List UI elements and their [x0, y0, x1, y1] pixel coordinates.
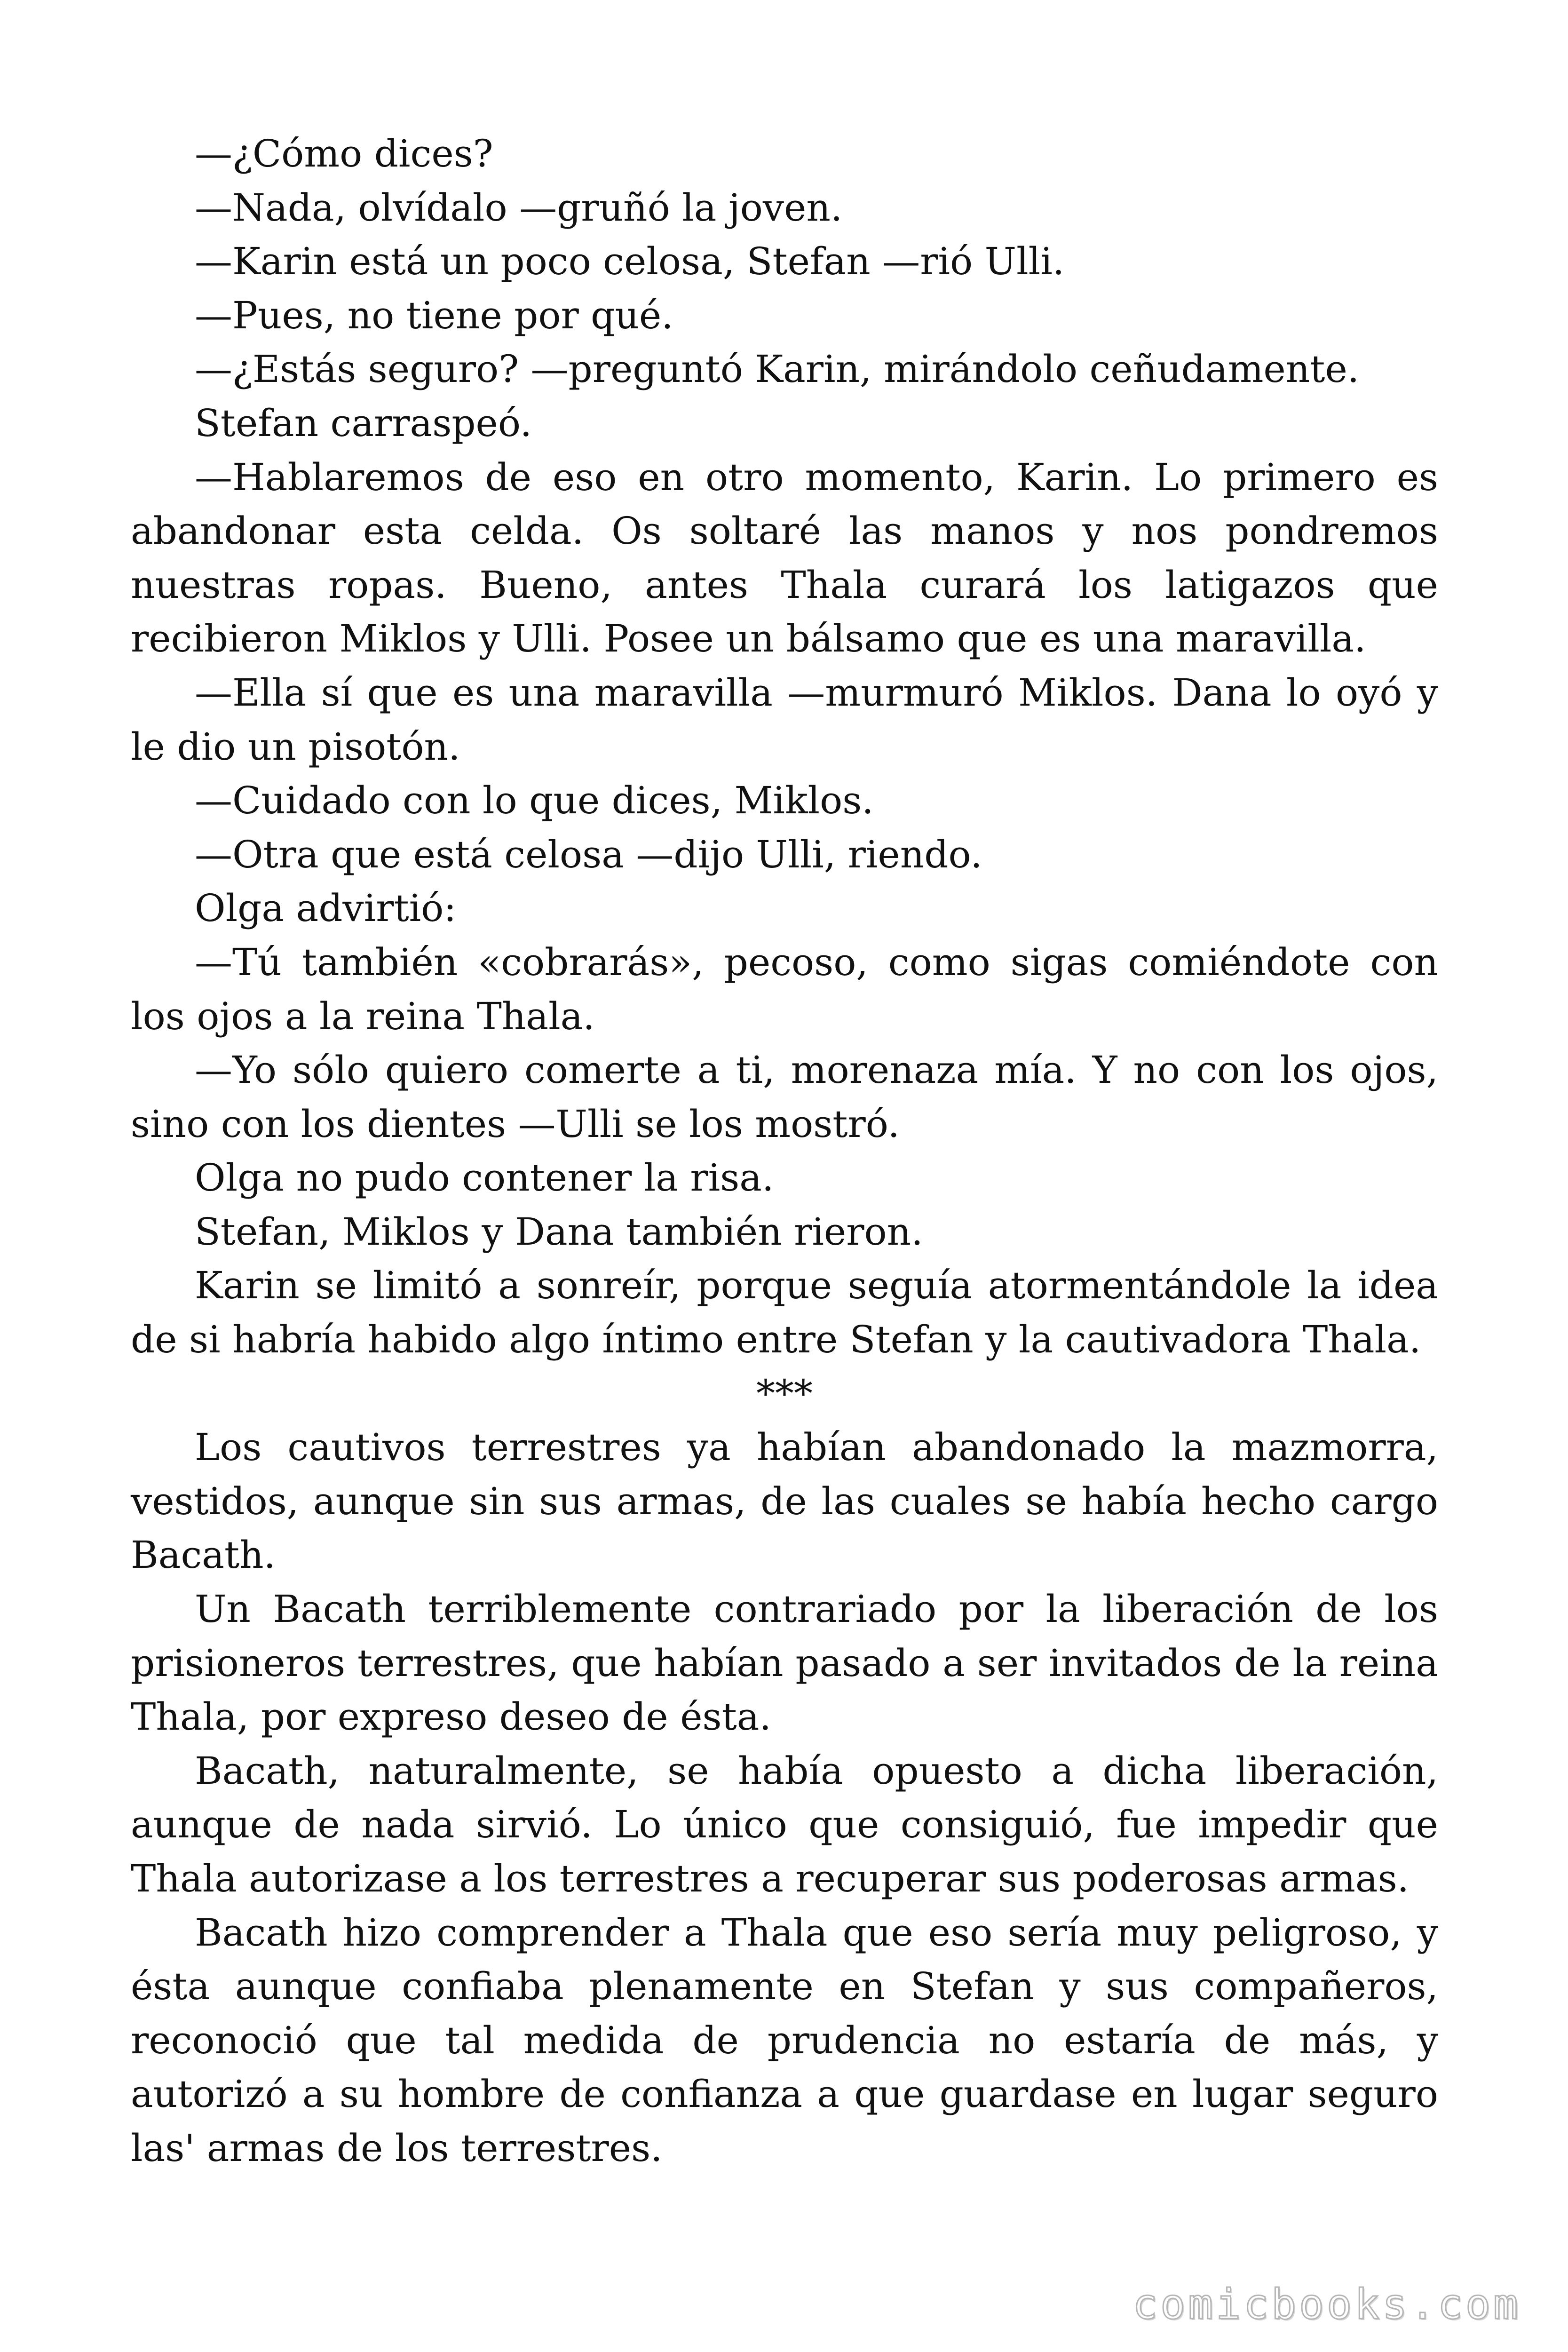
paragraph: Stefan, Miklos y Dana también rieron. — [195, 1209, 923, 1254]
paragraph: —Otra que está celosa —dijo Ulli, riendo. — [195, 832, 982, 876]
paragraph: Olga no pudo contener la risa. — [195, 1156, 774, 1200]
watermark: comicbooks.com — [1132, 2280, 1521, 2328]
paragraph: —Cuidado con lo que dices, Miklos. — [195, 779, 874, 823]
paragraph: —¿Estás seguro? —preguntó Karin, mirándolo ceñudamente. — [195, 347, 1360, 391]
paragraph: Los cautivos terrestres ya habían abandonado la mazmorra, vestidos, aunque sin sus armas, de las cuales se había hecho cargo Bacath. — [131, 1425, 1438, 1577]
section-separator: *** — [756, 1371, 813, 1415]
paragraph: Stefan carraspeó. — [195, 401, 532, 445]
paragraph: —Yo sólo quiero comerte a ti, morenaza mía. Y no con los ojos, sino con los dientes —Ulli se los mostró. — [131, 1048, 1438, 1146]
paragraph: —Karin está un poco celosa, Stefan —rió Ulli. — [195, 239, 1065, 284]
paragraph: Un Bacath terriblemente contrariado por la liberación de los prisioneros terrestres, que habían pasado a ser invitados de la reina Thala, por expreso deseo de ésta. — [131, 1587, 1438, 1739]
paragraph: Bacath, naturalmente, se había opuesto a dicha liberación, aunque de nada sirvió. Lo único que consiguió, fue impedir que Thala autorizase a los terrestres a recuperar sus poderosas armas. — [131, 1748, 1438, 1900]
paragraph: Bacath hizo comprender a Thala que eso sería muy peligroso, y ésta aunque confiaba plenamente en Stefan y sus compañeros, reconoció que tal medida de prudencia no estaría de más, y autorizó a su hombre de confianza a que guardase en lugar seguro las' armas de los terrestres. — [131, 1910, 1438, 2170]
paragraph: —Pues, no tiene por qué. — [195, 293, 673, 337]
paragraph: Karin se limitó a sonreír, porque seguía atormentándole la idea de si habría habido algo íntimo entre Stefan y la cautivadora Thala. — [131, 1263, 1438, 1362]
paragraph: —Hablaremos de eso en otro momento, Karin. Lo primero es abandonar esta celda. Os soltaré las manos y nos pondremos nuestras ropas. Bueno, antes Thala curará los latigazos que recibieron Miklos y Ulli. Posee un bálsamo que es una maravilla. — [131, 455, 1438, 661]
paragraph: —Tú también «cobrarás», pecoso, como sigas comiéndote con los ojos a la reina Thala. — [131, 940, 1438, 1038]
paragraph: —¿Cómo dices? — [195, 132, 493, 175]
page-text — [131, 127, 1438, 2176]
paragraph: Olga advirtió: — [195, 886, 457, 930]
paragraph: —Nada, olvídalo —gruñó la joven. — [195, 185, 843, 230]
paragraph: —Ella sí que es una maravilla —murmuró Miklos. Dana lo oyó y le dio un pisotón. — [131, 670, 1438, 769]
